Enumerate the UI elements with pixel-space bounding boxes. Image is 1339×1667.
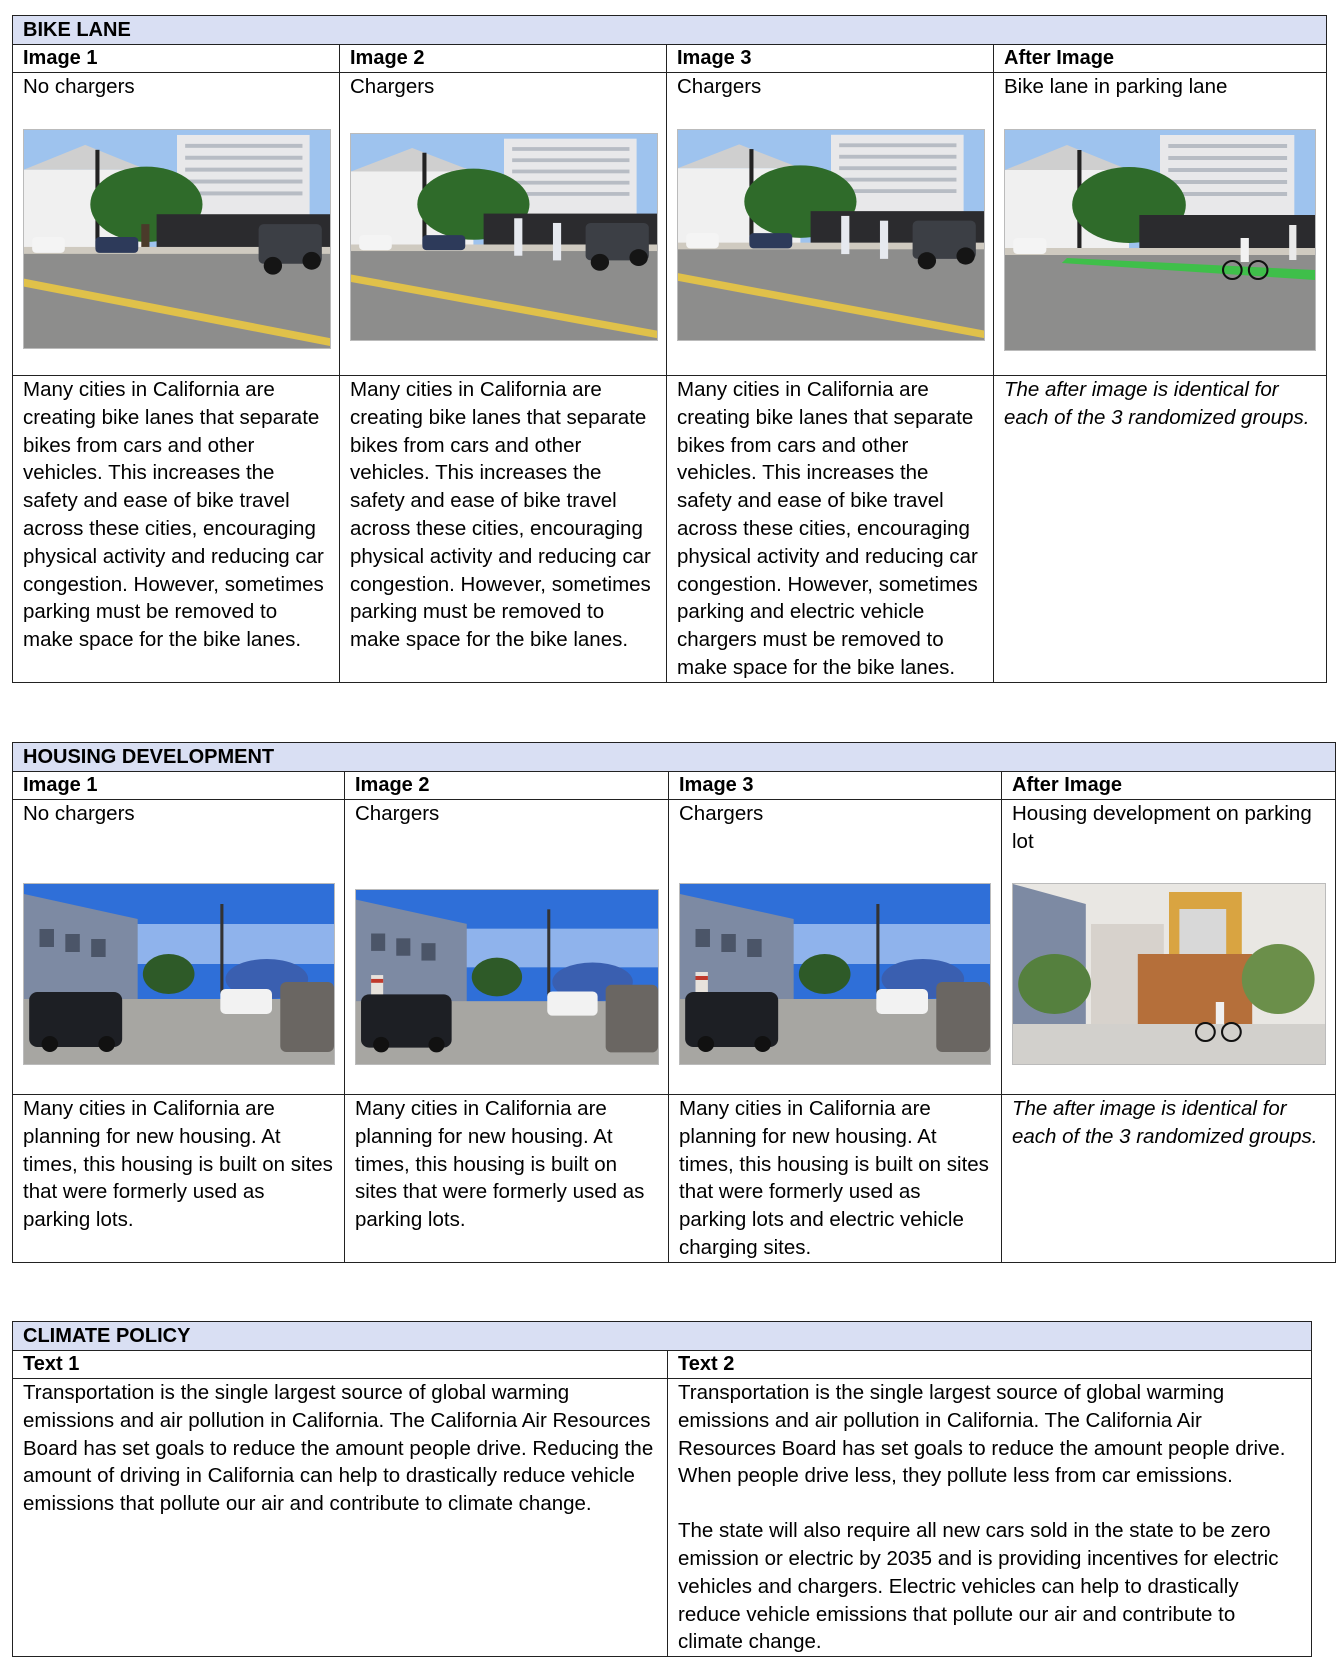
housing-after-header: After Image xyxy=(1002,772,1336,800)
housing-after-text: The after image is identical for each of the 3 randomized groups. xyxy=(1002,1095,1336,1263)
climate-text2-paragraph-1: Transportation is the single largest source of global warming emissions and air pollution in California. The California Air Resources Board has set goals to reduce the amount people drive. When people drive less, they pollute less from car emissions. xyxy=(678,1381,1286,1488)
climate-text2-paragraph-2: The state will also require all new cars sold in the state to be zero emission or electric by 2035 and is providing incentives for electric vehicles and chargers. Electric vehicles can help to drastically reduce vehicle emissions that pollute our air and contribute to climate change. xyxy=(678,1519,1279,1654)
housing-col1-header: Image 1 xyxy=(13,772,345,800)
climate-text1-cell xyxy=(13,1379,668,1657)
bike-lane-title: BIKE LANE xyxy=(13,16,1327,45)
climate-text1-paragraph: Transportation is the single largest source of global warming emissions and air pollution in California. The California Air Resources Board has set goals to reduce the amount people drive. Reducing the amount of driving in California can help to drastically reduce vehicle emissions that pollute our air and contribute to climate change. xyxy=(23,1381,654,1516)
housing-col1-subtitle: No chargers xyxy=(23,802,135,825)
street-photo-no-chargers xyxy=(23,129,331,349)
housing-col2-subtitle: Chargers xyxy=(355,802,440,825)
climate-text1-header: Text 1 xyxy=(13,1351,668,1379)
housing-title: HOUSING DEVELOPMENT xyxy=(13,743,1336,772)
housing-col2-header: Image 2 xyxy=(345,772,669,800)
housing-col3-subtitle: Chargers xyxy=(679,802,764,825)
bike-col2-text: Many cities in California are creating bike lanes that separate bikes from cars and other vehicles. This increases the safety and ease of bike travel across these cities, encouraging physical activity and reducing car congestion. However, sometimes parking must be removed to make space for the bike lanes. xyxy=(340,376,667,683)
bike-after-subtitle: Bike lane in parking lane xyxy=(1004,75,1228,98)
bike-after-text: The after image is identical for each of the 3 randomized groups. xyxy=(994,376,1327,683)
bike-col2-header: Image 2 xyxy=(340,45,667,73)
bike-col2-image-cell xyxy=(340,73,667,376)
housing-col1-image-cell xyxy=(13,800,345,1095)
housing-col2-text: Many cities in California are planning for new housing. At times, this housing is built on sites that were formerly used as parking lots. xyxy=(345,1095,669,1263)
housing-col1-text: Many cities in California are planning for new housing. At times, this housing is built on sites that were formerly used as parking lots. xyxy=(13,1095,345,1263)
housing-col3-header: Image 3 xyxy=(669,772,1002,800)
bike-col3-header: Image 3 xyxy=(667,45,994,73)
climate-policy-table xyxy=(12,1321,1312,1657)
bike-col3-text: Many cities in California are creating bike lanes that separate bikes from cars and other vehicles. This increases the safety and ease of bike travel across these cities, encouraging physical activity and reducing car congestion. However, sometimes parking and electric vehicle chargers must be removed to make space for the bike lanes. xyxy=(667,376,994,683)
bike-col1-subtitle: No chargers xyxy=(23,75,135,98)
housing-after-image-cell xyxy=(1002,800,1336,1095)
housing-after-subtitle: Housing development on parking lot xyxy=(1012,802,1312,853)
street-photo-bike-lane xyxy=(1004,129,1316,351)
bike-col1-header: Image 1 xyxy=(13,45,340,73)
housing-col2-image-cell xyxy=(345,800,669,1095)
bike-after-image-cell xyxy=(994,73,1327,376)
street-photo-chargers-2 xyxy=(677,129,985,341)
bike-col1-text: Many cities in California are creating bike lanes that separate bikes from cars and other vehicles. This increases the safety and ease of bike travel across these cities, encouraging physical activity and reducing car congestion. However, sometimes parking must be removed to make space for the bike lanes. xyxy=(13,376,340,683)
bike-col3-image-cell xyxy=(667,73,994,376)
street-photo-chargers xyxy=(350,133,658,341)
parking-lot-photo-chargers-2 xyxy=(679,883,991,1065)
bike-col3-subtitle: Chargers xyxy=(677,75,762,98)
climate-text2-header: Text 2 xyxy=(668,1351,1312,1379)
housing-col3-image-cell xyxy=(669,800,1002,1095)
housing-development-photo xyxy=(1012,883,1326,1065)
bike-col1-image-cell xyxy=(13,73,340,376)
bike-lane-table xyxy=(12,15,1327,683)
housing-col3-text: Many cities in California are planning for new housing. At times, this housing is built on sites that were formerly used as parking lots and electric vehicle charging sites. xyxy=(669,1095,1002,1263)
housing-table xyxy=(12,742,1336,1263)
paragraph-gap xyxy=(678,1490,1301,1517)
parking-lot-photo-no-chargers xyxy=(23,883,335,1065)
parking-lot-photo-chargers xyxy=(355,889,659,1065)
climate-text2-cell xyxy=(668,1379,1312,1657)
bike-after-header: After Image xyxy=(994,45,1327,73)
climate-title: CLIMATE POLICY xyxy=(13,1322,1312,1351)
bike-col2-subtitle: Chargers xyxy=(350,75,435,98)
